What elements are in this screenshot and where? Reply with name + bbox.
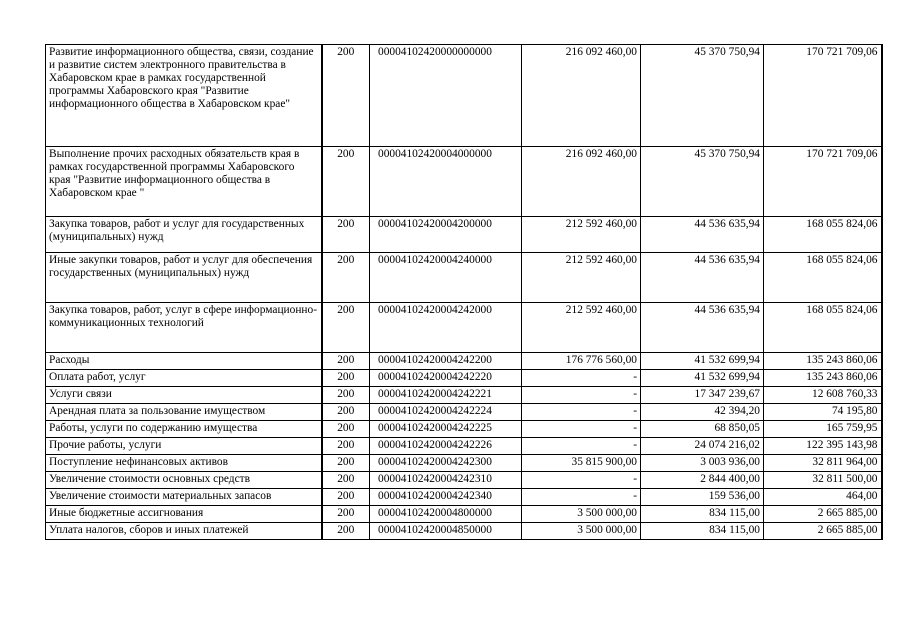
line-code-cell: 200 [322, 387, 370, 404]
approved-amount-cell: - [522, 421, 641, 438]
expense-name-cell: Арендная плата за пользование имуществом [46, 404, 322, 421]
table-row [46, 404, 882, 421]
expense-name-cell: Услуги связи [46, 387, 322, 404]
expense-name-cell: Расходы [46, 353, 322, 370]
approved-amount-cell: - [522, 472, 641, 489]
remaining-amount-cell: 170 721 709,06 [764, 45, 882, 147]
expense-name-cell: Развитие информационного общества, связи, создание и развитие систем электронного правительства в Хабаровском крае в рамках государственной программы Хабаровского края "Развитие информационного общества в Хабаровском крае" [46, 45, 322, 147]
expense-name-cell: Прочие работы, услуги [46, 438, 322, 455]
approved-amount-cell: 3 500 000,00 [522, 523, 641, 540]
remaining-amount-cell: 168 055 824,06 [764, 253, 882, 303]
expense-name-cell: Выполнение прочих расходных обязательств края в рамках государственной программы Хабаровского края "Развитие информационного общества в Хабаровском крае " [46, 147, 322, 217]
executed-amount-cell: 17 347 239,67 [641, 387, 764, 404]
approved-amount-cell: - [522, 404, 641, 421]
executed-amount-cell: 44 536 635,94 [641, 217, 764, 253]
table-row [46, 253, 882, 303]
table-row [46, 472, 882, 489]
table-row [46, 506, 882, 523]
classification-code-cell: 00004102420004240000 [370, 253, 522, 303]
remaining-amount-cell: 168 055 824,06 [764, 217, 882, 253]
remaining-amount-cell: 2 665 885,00 [764, 523, 882, 540]
executed-amount-cell: 3 003 936,00 [641, 455, 764, 472]
line-code-cell: 200 [322, 404, 370, 421]
approved-amount-cell: - [522, 370, 641, 387]
remaining-amount-cell: 165 759,95 [764, 421, 882, 438]
remaining-amount-cell: 122 395 143,98 [764, 438, 882, 455]
executed-amount-cell: 24 074 216,02 [641, 438, 764, 455]
remaining-amount-cell: 464,00 [764, 489, 882, 506]
executed-amount-cell: 44 536 635,94 [641, 303, 764, 353]
line-code-cell: 200 [322, 303, 370, 353]
table-row [46, 455, 882, 472]
table-body [46, 45, 882, 540]
executed-amount-cell: 2 844 400,00 [641, 472, 764, 489]
approved-amount-cell: - [522, 438, 641, 455]
executed-amount-cell: 45 370 750,94 [641, 147, 764, 217]
expense-name-cell: Уплата налогов, сборов и иных платежей [46, 523, 322, 540]
approved-amount-cell: 216 092 460,00 [522, 45, 641, 147]
expense-name-cell: Закупка товаров, работ и услуг для государственных (муниципальных) нужд [46, 217, 322, 253]
table-row [46, 421, 882, 438]
classification-code-cell: 00004102420004242300 [370, 455, 522, 472]
expense-name-cell: Поступление нефинансовых активов [46, 455, 322, 472]
classification-code-cell: 00004102420000000000 [370, 45, 522, 147]
table-row [46, 45, 882, 147]
line-code-cell: 200 [322, 489, 370, 506]
table-row [46, 353, 882, 370]
approved-amount-cell: - [522, 489, 641, 506]
table-row [46, 438, 882, 455]
line-code-cell: 200 [322, 147, 370, 217]
classification-code-cell: 00004102420004242226 [370, 438, 522, 455]
classification-code-cell: 00004102420004000000 [370, 147, 522, 217]
expense-name-cell: Увеличение стоимости материальных запасов [46, 489, 322, 506]
line-code-cell: 200 [322, 523, 370, 540]
executed-amount-cell: 41 532 699,94 [641, 370, 764, 387]
executed-amount-cell: 834 115,00 [641, 523, 764, 540]
classification-code-cell: 00004102420004242224 [370, 404, 522, 421]
remaining-amount-cell: 32 811 964,00 [764, 455, 882, 472]
approved-amount-cell: 212 592 460,00 [522, 217, 641, 253]
classification-code-cell: 00004102420004200000 [370, 217, 522, 253]
remaining-amount-cell: 32 811 500,00 [764, 472, 882, 489]
classification-code-cell: 00004102420004242200 [370, 353, 522, 370]
classification-code-cell: 00004102420004242225 [370, 421, 522, 438]
line-code-cell: 200 [322, 353, 370, 370]
classification-code-cell: 00004102420004242220 [370, 370, 522, 387]
expense-name-cell: Увеличение стоимости основных средств [46, 472, 322, 489]
line-code-cell: 200 [322, 421, 370, 438]
classification-code-cell: 00004102420004242310 [370, 472, 522, 489]
table-row [46, 303, 882, 353]
approved-amount-cell: 212 592 460,00 [522, 253, 641, 303]
classification-code-cell: 00004102420004242221 [370, 387, 522, 404]
approved-amount-cell: 35 815 900,00 [522, 455, 641, 472]
expense-name-cell: Закупка товаров, работ, услуг в сфере информационно-коммуникационных технологий [46, 303, 322, 353]
executed-amount-cell: 68 850,05 [641, 421, 764, 438]
line-code-cell: 200 [322, 455, 370, 472]
budget-table [45, 44, 883, 540]
executed-amount-cell: 834 115,00 [641, 506, 764, 523]
table-row [46, 523, 882, 540]
approved-amount-cell: 176 776 560,00 [522, 353, 641, 370]
table-row [46, 217, 882, 253]
approved-amount-cell: - [522, 387, 641, 404]
classification-code-cell: 00004102420004242000 [370, 303, 522, 353]
table-row [46, 147, 882, 217]
approved-amount-cell: 212 592 460,00 [522, 303, 641, 353]
table-row [46, 387, 882, 404]
executed-amount-cell: 44 536 635,94 [641, 253, 764, 303]
remaining-amount-cell: 12 608 760,33 [764, 387, 882, 404]
line-code-cell: 200 [322, 45, 370, 147]
expense-name-cell: Иные бюджетные ассигнования [46, 506, 322, 523]
executed-amount-cell: 42 394,20 [641, 404, 764, 421]
expense-name-cell: Иные закупки товаров, работ и услуг для обеспечения государственных (муниципальных) нужд [46, 253, 322, 303]
approved-amount-cell: 3 500 000,00 [522, 506, 641, 523]
executed-amount-cell: 159 536,00 [641, 489, 764, 506]
executed-amount-cell: 41 532 699,94 [641, 353, 764, 370]
classification-code-cell: 00004102420004850000 [370, 523, 522, 540]
line-code-cell: 200 [322, 217, 370, 253]
approved-amount-cell: 216 092 460,00 [522, 147, 641, 217]
line-code-cell: 200 [322, 438, 370, 455]
table-row [46, 489, 882, 506]
executed-amount-cell: 45 370 750,94 [641, 45, 764, 147]
expense-name-cell: Оплата работ, услуг [46, 370, 322, 387]
classification-code-cell: 00004102420004800000 [370, 506, 522, 523]
remaining-amount-cell: 135 243 860,06 [764, 353, 882, 370]
expense-name-cell: Работы, услуги по содержанию имущества [46, 421, 322, 438]
table-row [46, 370, 882, 387]
remaining-amount-cell: 170 721 709,06 [764, 147, 882, 217]
line-code-cell: 200 [322, 506, 370, 523]
remaining-amount-cell: 135 243 860,06 [764, 370, 882, 387]
line-code-cell: 200 [322, 370, 370, 387]
line-code-cell: 200 [322, 253, 370, 303]
remaining-amount-cell: 74 195,80 [764, 404, 882, 421]
remaining-amount-cell: 168 055 824,06 [764, 303, 882, 353]
classification-code-cell: 00004102420004242340 [370, 489, 522, 506]
remaining-amount-cell: 2 665 885,00 [764, 506, 882, 523]
line-code-cell: 200 [322, 472, 370, 489]
